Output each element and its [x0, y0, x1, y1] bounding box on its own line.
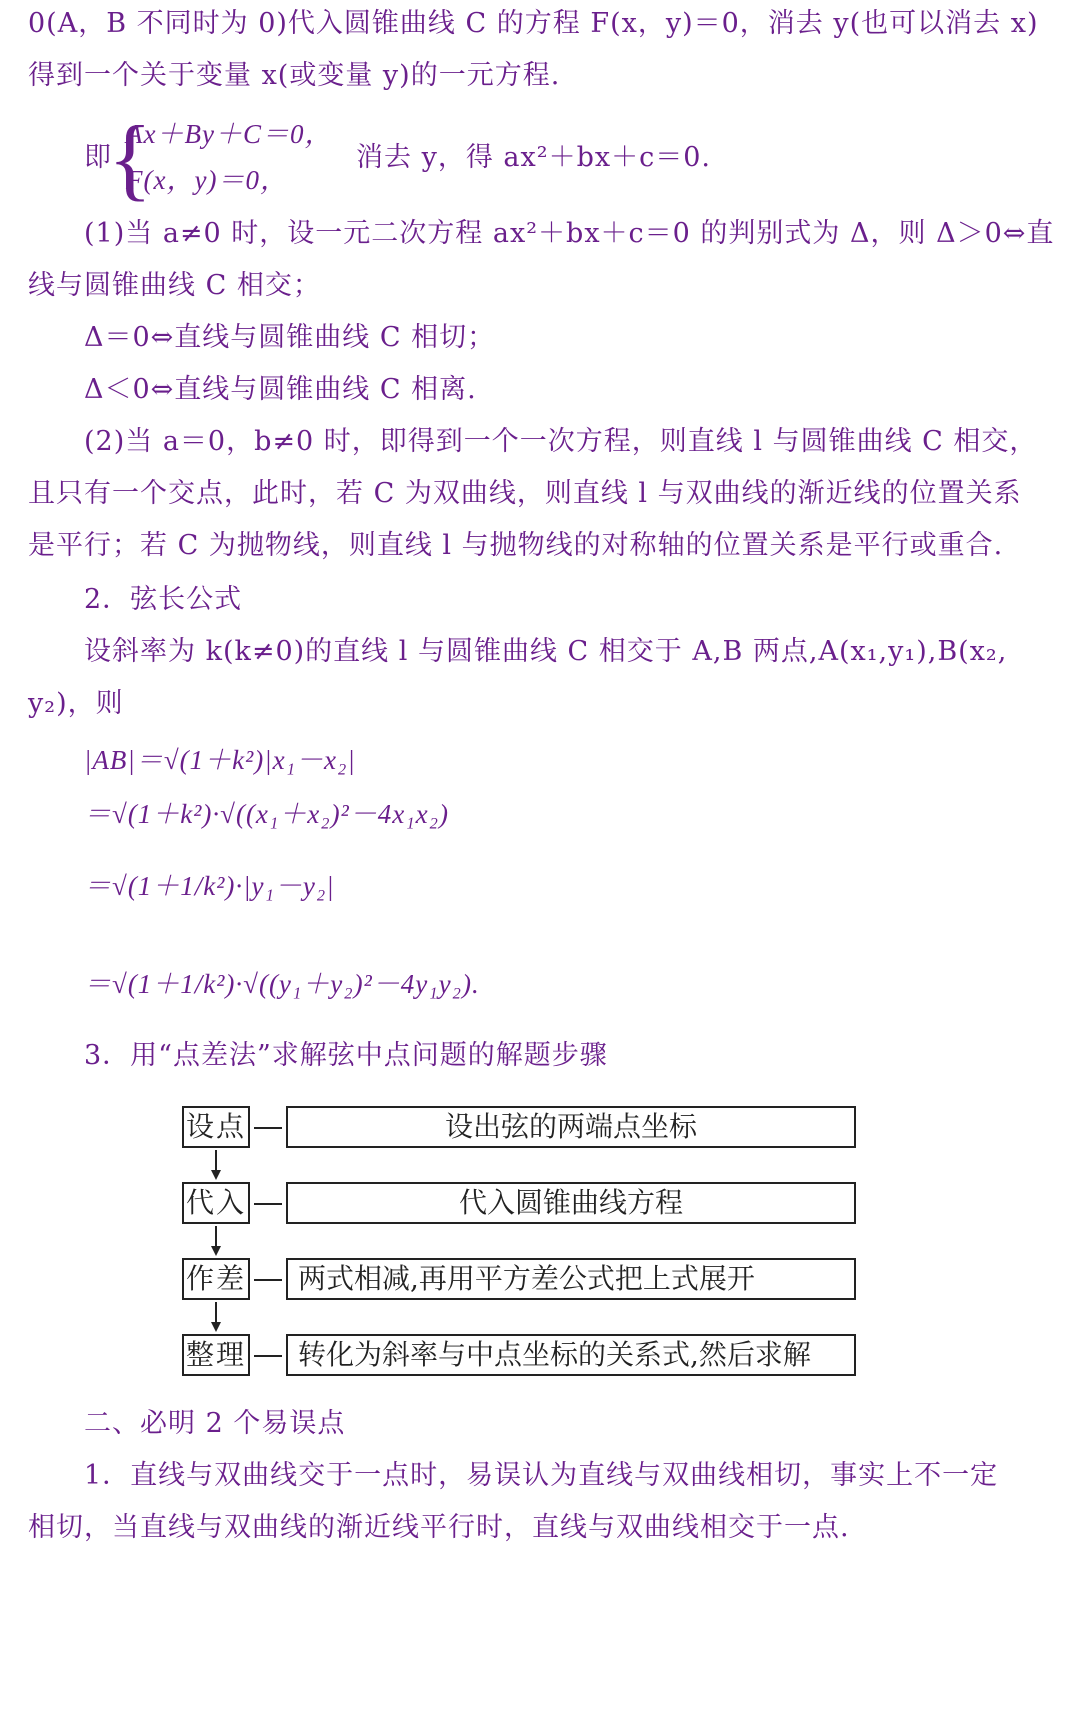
- formula-line-3: ＝√(1＋1/k²)·|y₁－y₂|: [84, 871, 335, 901]
- flow-step-1: 设点: [182, 1106, 250, 1148]
- flow-connector-1: [254, 1127, 282, 1129]
- paragraph-pitfall-line1: 1．直线与双曲线交于一点时，易误认为直线与双曲线相切，事实上不一定: [84, 1460, 999, 1491]
- flow-arrow-shaft-3: [215, 1302, 217, 1324]
- flow-step-2: 代入: [182, 1182, 250, 1224]
- system-equation-2: F(x，y)＝0，: [126, 165, 288, 195]
- section-heading-chord-length: 2．弦长公式: [84, 584, 243, 615]
- paragraph-case1-line2: 线与圆锥曲线 C 相交；: [28, 270, 321, 301]
- text-line-intro-1: 0(A，B 不同时为 0)代入圆锥曲线 C 的方程 F(x，y)＝0，消去 y(也可以消去 x): [28, 8, 1039, 39]
- flow-step-4: 整理: [182, 1334, 250, 1376]
- text-line-intro-2: 得到一个关于变量 x(或变量 y)的一元方程.: [28, 60, 561, 91]
- flow-arrow-icon: [211, 1246, 221, 1256]
- flow-arrow-shaft-2: [215, 1226, 217, 1248]
- paragraph-chord-line2: y₂)，则: [28, 688, 124, 719]
- flow-arrow-shaft-1: [215, 1150, 217, 1172]
- flow-connector-2: [254, 1203, 282, 1205]
- system-result: 消去 y，得 ax²＋bx＋c＝0.: [356, 142, 711, 173]
- flow-desc-2: 代入圆锥曲线方程: [286, 1182, 856, 1224]
- paragraph-case2-line2: 且只有一个交点，此时，若 C 为双曲线，则直线 l 与双曲线的渐近线的位置关系: [28, 478, 1022, 509]
- paragraph-case2-line1: (2)当 a＝0，b≠0 时，即得到一个一次方程，则直线 l 与圆锥曲线 C 相交，: [84, 426, 1038, 457]
- paragraph-case1-separate: Δ＜0⇔直线与圆锥曲线 C 相离.: [84, 374, 477, 405]
- formula-line-4: ＝√(1＋1/k²)·√((y₁＋y₂)²－4y₁y₂).: [84, 969, 480, 999]
- flow-desc-4: 转化为斜率与中点坐标的关系式,然后求解: [286, 1334, 856, 1376]
- paragraph-case2-line3: 是平行；若 C 为抛物线，则直线 l 与抛物线的对称轴的位置关系是平行或重合.: [28, 530, 1004, 561]
- paragraph-pitfall-line2: 相切，当直线与双曲线的渐近线平行时，直线与双曲线相交于一点.: [28, 1512, 850, 1543]
- formula-line-1: |AB|＝√(1＋k²)|x₁－x₂|: [84, 745, 356, 775]
- section-heading-point-difference: 3．用“点差法”求解弦中点问题的解题步骤: [84, 1040, 608, 1071]
- system-equation-1: Ax＋By＋C＝0，: [126, 119, 333, 149]
- system-brace: {: [108, 107, 153, 209]
- flow-desc-3: 两式相减,再用平方差公式把上式展开: [286, 1258, 856, 1300]
- flow-arrow-icon: [211, 1170, 221, 1180]
- paragraph-chord-line1: 设斜率为 k(k≠0)的直线 l 与圆锥曲线 C 相交于 A,B 两点,A(x₁,y₁),B(x₂,: [84, 636, 1008, 667]
- formula-line-2: ＝√(1＋k²)·√((x₁＋x₂)²－4x₁x₂): [84, 799, 449, 829]
- flow-step-3: 作差: [182, 1258, 250, 1300]
- flow-desc-1: 设出弦的两端点坐标: [286, 1106, 856, 1148]
- flow-arrow-icon: [211, 1322, 221, 1332]
- section-heading-pitfalls: 二、必明 2 个易误点: [84, 1408, 346, 1439]
- flow-connector-3: [254, 1279, 282, 1281]
- paragraph-case1-tangent: Δ＝0⇔直线与圆锥曲线 C 相切；: [84, 322, 496, 353]
- system-prefix: 即: [84, 142, 112, 173]
- paragraph-case1-line1: (1)当 a≠0 时，设一元二次方程 ax²＋bx＋c＝0 的判别式为 Δ，则 Δ＞0⇔直: [84, 218, 1055, 249]
- flow-connector-4: [254, 1355, 282, 1357]
